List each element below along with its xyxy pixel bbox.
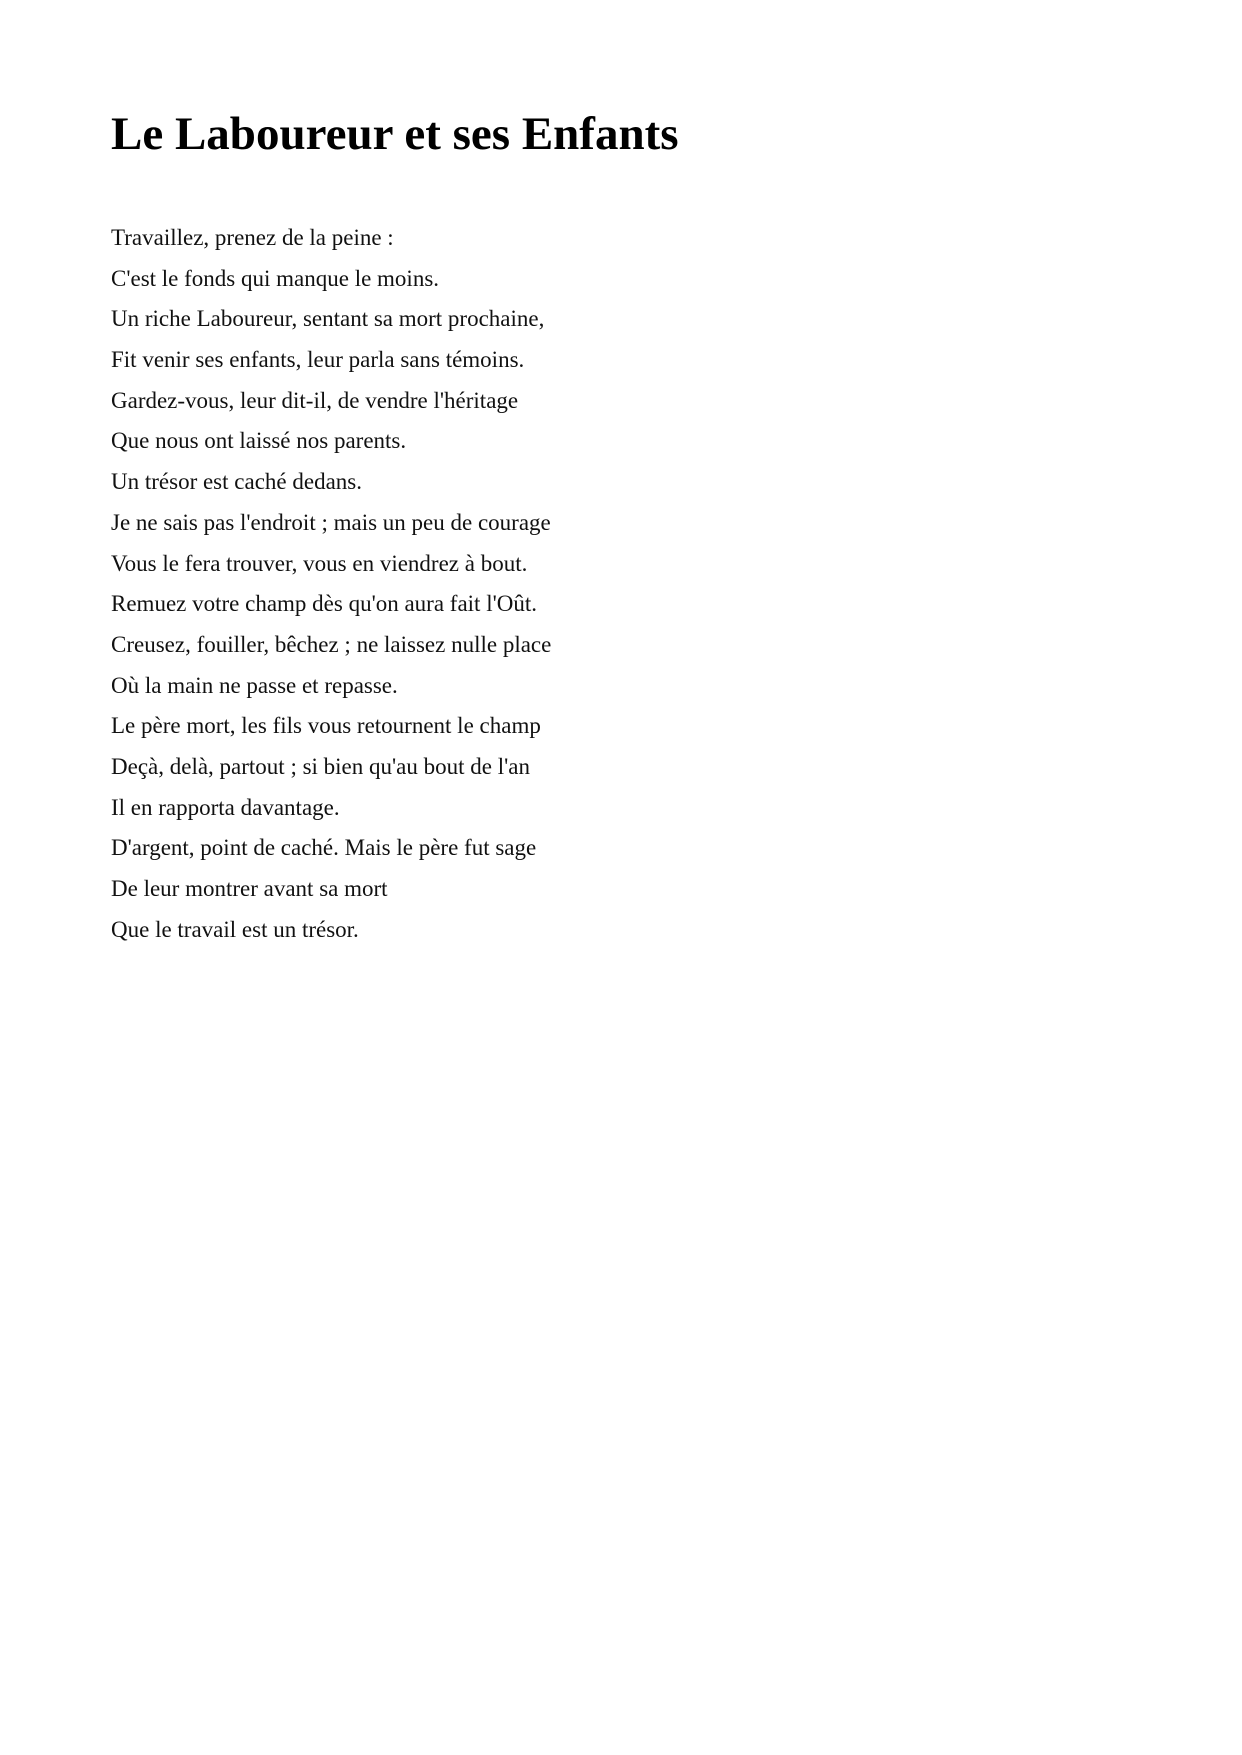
poem-line: Le père mort, les fils vous retournent le champ bbox=[111, 713, 541, 739]
poem-line: Il en rapporta davantage. bbox=[111, 794, 340, 820]
poem-line: Travaillez, prenez de la peine : bbox=[111, 225, 394, 250]
poem-line: Creusez, fouiller, bêchez ; ne laissez nulle place bbox=[111, 631, 552, 657]
poem-line: Où la main ne passe et repasse. bbox=[111, 672, 398, 698]
poem-line: D'argent, point de caché. Mais le père fut sage bbox=[111, 835, 537, 861]
poem-line: Vous le fera trouver, vous en viendrez à bout. bbox=[111, 550, 528, 576]
poem-line: Remuez votre champ dès qu'on aura fait l'Oût. bbox=[111, 591, 537, 617]
poem-line: Un trésor est caché dedans. bbox=[111, 469, 362, 495]
poem-body bbox=[111, 218, 551, 950]
poem-line: Fit venir ses enfants, leur parla sans témoins. bbox=[111, 347, 525, 373]
poem-line: Un riche Laboureur, sentant sa mort prochaine, bbox=[111, 306, 545, 332]
poem-line: Que nous ont laissé nos parents. bbox=[111, 428, 407, 454]
poem-line: C'est le fonds qui manque le moins. bbox=[111, 265, 440, 291]
poem-line: Que le travail est un trésor. bbox=[111, 916, 359, 942]
poem-line: Gardez-vous, leur dit-il, de vendre l'héritage bbox=[111, 387, 519, 413]
poem-line: Deçà, delà, partout ; si bien qu'au bout de l'an bbox=[111, 753, 530, 779]
poem-line: Je ne sais pas l'endroit ; mais un peu de courage bbox=[111, 509, 551, 535]
poem-title: Le Laboureur et ses Enfants bbox=[111, 108, 679, 160]
poem-line: De leur montrer avant sa mort bbox=[111, 876, 388, 901]
